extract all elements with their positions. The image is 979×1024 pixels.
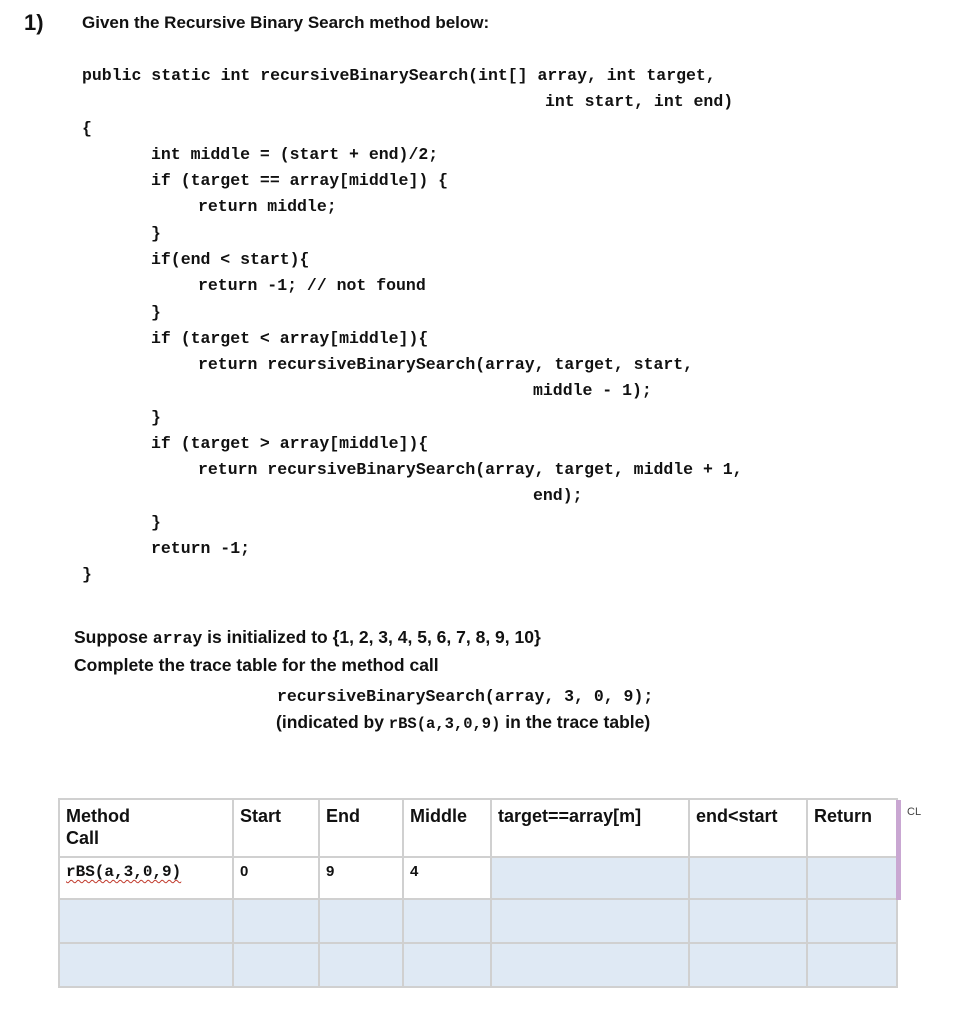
cell-middle[interactable] <box>403 943 491 987</box>
cell-method-call[interactable] <box>59 943 233 987</box>
code-line: if(end < start){ <box>151 250 310 269</box>
trace-table <box>58 798 898 988</box>
suppose-code: array <box>152 629 203 648</box>
cell-end-lt-start[interactable] <box>689 857 807 899</box>
cell-target-equals[interactable] <box>491 899 689 943</box>
code-line: } <box>151 303 161 322</box>
cell-start[interactable]: 0 <box>233 857 319 899</box>
code-line: if (target < array[middle]){ <box>151 329 429 348</box>
header-middle: Middle <box>403 799 491 857</box>
code-line: return -1; // not found <box>198 276 426 295</box>
code-line: } <box>151 408 161 427</box>
code-line: return middle; <box>198 197 337 216</box>
code-line: } <box>151 224 161 243</box>
table-row <box>59 899 897 943</box>
code-line: public static int recursiveBinarySearch(int[] array, int target, <box>82 66 716 85</box>
code-line: int start, int end) <box>545 92 734 111</box>
cell-end-lt-start[interactable] <box>689 899 807 943</box>
indicated-text-post: in the trace table) <box>500 712 651 732</box>
code-line: end); <box>533 486 583 505</box>
header-target-equals: target==array[m] <box>491 799 689 857</box>
question-title: Given the Recursive Binary Search method below: <box>82 13 490 32</box>
cell-end-lt-start[interactable] <box>689 943 807 987</box>
question-number: 1) <box>24 10 44 35</box>
header-start: Start <box>233 799 319 857</box>
comment-author-label[interactable]: CL <box>907 806 922 818</box>
cell-return[interactable] <box>807 899 897 943</box>
code-line: return recursiveBinarySearch(array, target, start, <box>198 355 694 374</box>
header-end: End <box>319 799 403 857</box>
cell-start[interactable] <box>233 899 319 943</box>
code-line: { <box>82 119 92 138</box>
cell-method-call[interactable] <box>59 899 233 943</box>
cell-end[interactable] <box>319 899 403 943</box>
cell-target-equals[interactable] <box>491 943 689 987</box>
suppose-text-pre: Suppose <box>74 627 153 647</box>
table-row <box>59 857 897 899</box>
cell-middle[interactable]: 4 <box>403 857 491 899</box>
code-line: if (target == array[middle]) { <box>151 171 449 190</box>
code-line: } <box>151 513 161 532</box>
method-call-code: recursiveBinarySearch(array, 3, 0, 9); <box>277 687 654 706</box>
cell-middle[interactable] <box>403 899 491 943</box>
code-line: return -1; <box>151 539 251 558</box>
cell-end[interactable] <box>319 943 403 987</box>
code-line: return recursiveBinarySearch(array, target, middle + 1, <box>198 460 743 479</box>
indicated-code: rBS(a,3,0,9) <box>388 715 501 733</box>
comment-marker-bar[interactable] <box>896 800 901 900</box>
cell-return[interactable] <box>807 943 897 987</box>
table-row <box>59 943 897 987</box>
suppose-text-post: is initialized to {1, 2, 3, 4, 5, 6, 7, 8, 9, 10} <box>202 627 541 647</box>
trace-table-header-row <box>59 799 897 857</box>
code-line: middle - 1); <box>533 381 652 400</box>
cell-end[interactable]: 9 <box>319 857 403 899</box>
code-line: } <box>82 565 92 584</box>
cell-target-equals[interactable] <box>491 857 689 899</box>
indicated-line <box>276 712 650 733</box>
suppose-line <box>74 627 541 648</box>
cell-start[interactable] <box>233 943 319 987</box>
complete-instruction: Complete the trace table for the method call <box>74 655 439 675</box>
call-text: rBS(a,3,0,9) <box>66 863 182 881</box>
header-method-call: Method Call <box>59 799 233 857</box>
cell-method-call[interactable] <box>59 857 233 899</box>
indicated-text-pre: (indicated by <box>276 712 389 732</box>
cell-return[interactable] <box>807 857 897 899</box>
code-line: int middle = (start + end)/2; <box>151 145 439 164</box>
header-end-lt-start: end<start <box>689 799 807 857</box>
code-line: if (target > array[middle]){ <box>151 434 429 453</box>
header-return: Return <box>807 799 897 857</box>
